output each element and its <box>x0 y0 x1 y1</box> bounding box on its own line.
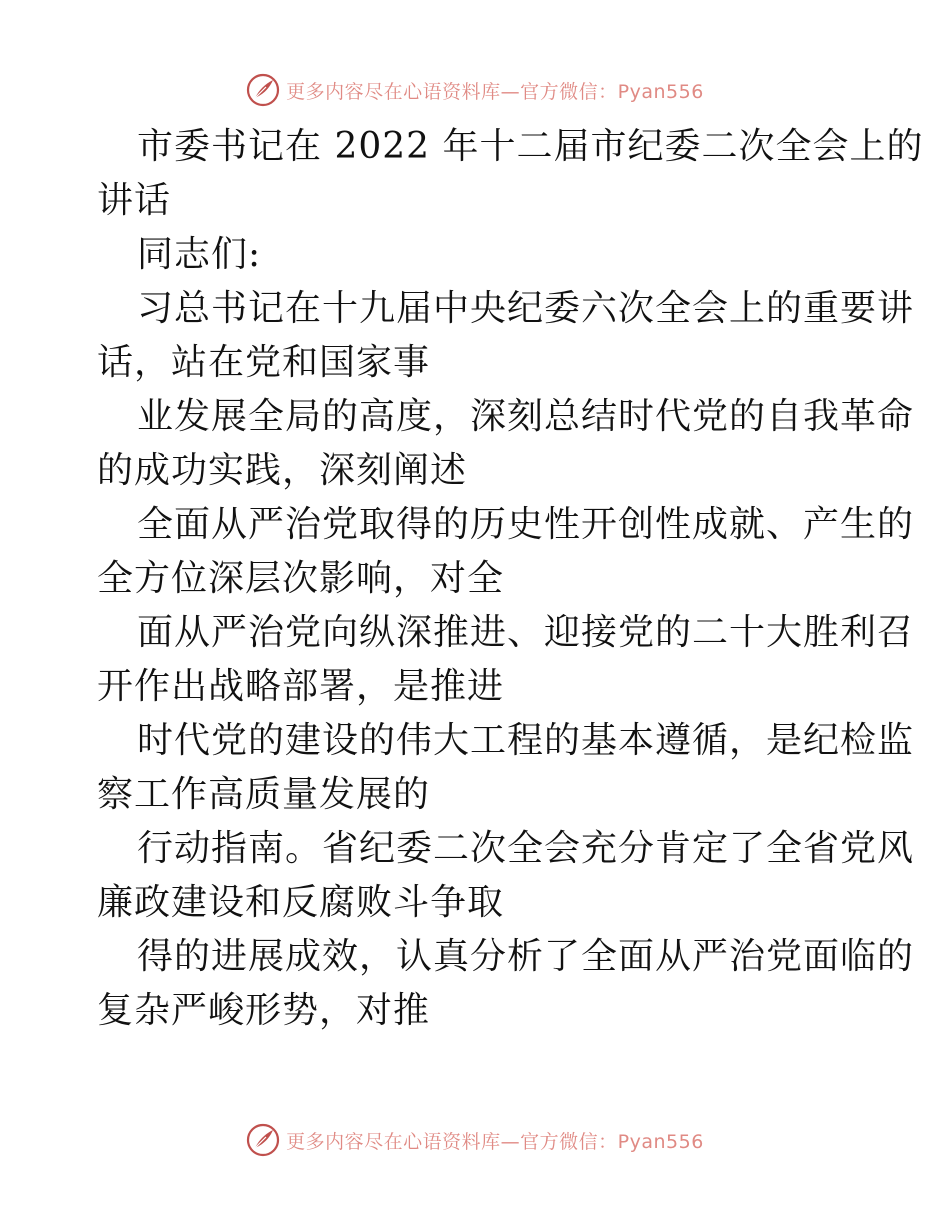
text-line: 面从严治党向纵深推进、迎接党的二十大胜利召 <box>137 612 915 653</box>
text-line: 开作出战略部署，是推进 <box>97 666 505 707</box>
text-line: 时代党的建设的伟大工程的基本遵循，是纪检监 <box>137 720 915 761</box>
text-line: 的成功实践，深刻阐述 <box>97 450 468 491</box>
text-line: 复杂严峻形势，对推 <box>97 990 431 1031</box>
text-line: 行动指南。省纪委二次全会充分肯定了全省党风 <box>137 828 915 869</box>
text-line: 全面从严治党取得的历史性开创性成就、产生的 <box>137 504 915 545</box>
text-line: 廉政建设和反腐败斗争取 <box>97 882 505 923</box>
document-body <box>97 120 924 1038</box>
text-line: 习总书记在十九届中央纪委六次全会上的重要讲 <box>137 288 915 329</box>
text-line: 得的进展成效，认真分析了全面从严治党面临的 <box>137 936 915 977</box>
text-line: 业发展全局的高度，深刻总结时代党的自我革命 <box>137 396 915 437</box>
header-banner <box>0 70 950 110</box>
text-line: 全方位深层次影响，对全 <box>97 558 505 599</box>
text-line: 察工作高质量发展的 <box>97 774 431 815</box>
text-line: 同志们: <box>137 234 262 275</box>
footer-banner <box>0 1120 950 1160</box>
banner-text: 更多内容尽在心语资料库—官方微信：Pyan556 <box>286 80 704 103</box>
text-line: 话，站在党和国家事 <box>97 342 431 383</box>
banner-text: 更多内容尽在心语资料库—官方微信：Pyan556 <box>286 1130 704 1153</box>
text-line: 讲话 <box>97 180 172 221</box>
feather-pen-icon <box>246 73 280 107</box>
text-line: 市委书记在 2022 年十二届市纪委二次全会上的 <box>137 126 924 167</box>
feather-pen-icon <box>246 1123 280 1157</box>
